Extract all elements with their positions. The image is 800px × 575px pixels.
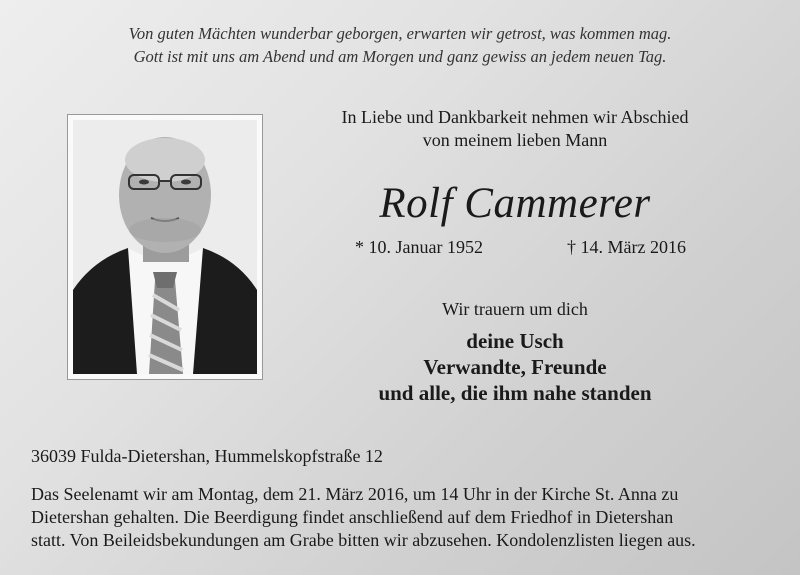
notice-line: Dietershan gehalten. Die Beerdigung findet anschließend auf dem Friedhof in Dietershan — [31, 507, 674, 527]
deceased-name: Rolf Cammerer — [379, 180, 651, 227]
notice-line: Das Seelenamt wir am Montag, dem 21. März 2016, um 14 Uhr in der Kirche St. Anna zu — [31, 484, 679, 504]
intro-line: In Liebe und Dankbarkeit nehmen wir Abschied — [341, 107, 689, 127]
intro-text — [300, 106, 730, 152]
verse-quote — [0, 22, 800, 68]
mourners-list — [300, 328, 730, 406]
funeral-notice — [31, 483, 776, 552]
intro-line: von meinem lieben Mann — [422, 130, 608, 150]
mourn-line: Wir trauern um dich — [442, 299, 588, 319]
death-date: † 14. März 2016 — [567, 237, 686, 257]
portrait-photo — [73, 120, 257, 374]
mourner-entry: Verwandte, Freunde — [423, 355, 607, 379]
notice-line: statt. Von Beileidsbekundungen am Grabe bitten wir abzusehen. Kondolenzlisten liegen aus. — [31, 530, 696, 550]
birth-date: * 10. Januar 1952 — [355, 237, 483, 257]
verse-line: Von guten Mächten wunderbar geborgen, erwarten wir getrost, was kommen mag. — [128, 24, 672, 43]
mourner-entry: und alle, die ihm nahe standen — [378, 381, 652, 405]
mourner-entry: deine Usch — [466, 329, 564, 353]
address: 36039 Fulda-Dietershan, Hummelskopfstraße 12 — [31, 446, 383, 466]
portrait-frame — [67, 114, 263, 380]
verse-line: Gott ist mit uns am Abend und am Morgen und ganz gewiss an jedem neuen Tag. — [133, 47, 667, 66]
